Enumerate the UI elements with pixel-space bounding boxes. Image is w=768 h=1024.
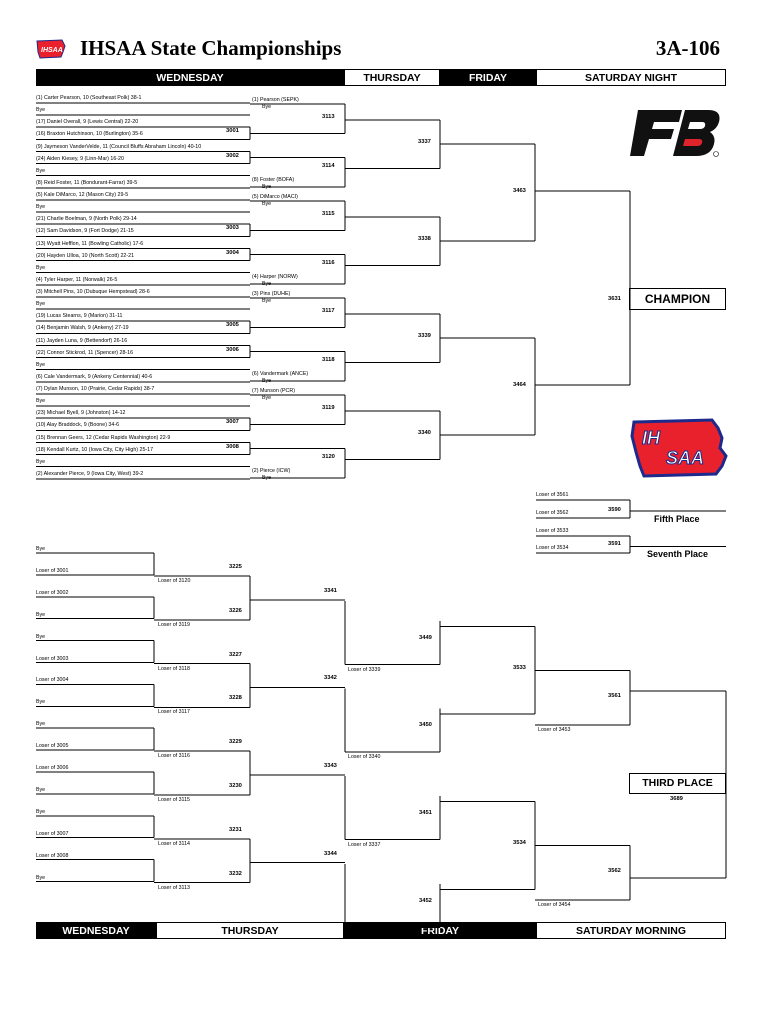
thursday-seed: (4) Harper (NORW): [252, 273, 298, 280]
match-3590: 3590: [608, 507, 621, 513]
entrant-line: (2) Alexander Pierce, 9 (Iowa City, West) 39-2: [36, 470, 144, 477]
page-title: IHSAA State Championships: [80, 36, 342, 60]
thursday-match-number: 3116: [322, 259, 335, 266]
thursday-bye: Bye: [262, 280, 272, 287]
entrant-line: (7) Dylan Munson, 10 (Prairie, Cedar Rapids) 38-7: [36, 386, 155, 392]
match-number: 3002: [226, 152, 239, 159]
consolation-r5-match: 3561: [608, 692, 621, 699]
consolation-loser-label: Loser of 3339: [348, 666, 381, 673]
bracket-code: 3A-106: [655, 36, 720, 60]
consolation-entry: Bye: [36, 874, 46, 881]
entrant-line: (22) Connor Stickrod, 11 (Spencer) 28-16: [36, 349, 134, 356]
entrant-line: (24) Aiden Kiesey, 9 (Linn-Mar) 16-20: [36, 155, 124, 162]
footer-day-thursday: THURSDAY: [156, 922, 344, 939]
match-number: 3004: [226, 249, 239, 256]
thursday-seed: (5) DiMarco (MACI): [252, 194, 298, 200]
thursday-bye: Bye: [262, 104, 272, 110]
entrant-line: Bye: [36, 301, 46, 308]
thursday-match-number: 3115: [322, 211, 335, 217]
consolation-entry: Loser of 3004: [36, 677, 69, 684]
consolation-loser-label: Loser of 3114: [158, 840, 191, 847]
match-number: 3006: [226, 346, 239, 353]
consolation-r3-match: 3449: [419, 634, 432, 641]
entrant-line: (20) Hayden Ulloa, 10 (North Scott) 22-21: [36, 252, 135, 259]
day-header-saturday-night: SATURDAY NIGHT: [536, 69, 726, 86]
quarterfinal-match-number: 3340: [418, 430, 431, 437]
match-number: 3003: [226, 225, 239, 232]
entrant-line: (9) Jaymeson VanderVelde, 11 (Council Bluffs Abraham Lincoln) 40-10: [36, 143, 202, 150]
day-header-thursday: THURSDAY: [344, 69, 440, 86]
third-place-box: THIRD PLACE: [629, 773, 726, 794]
consolation-entry: Bye: [36, 786, 46, 793]
consolation-loser-label: Loser of 3340: [348, 754, 381, 761]
consolation-loser-label: Loser of 3115: [158, 796, 191, 803]
consolation-r3-match: 3451: [419, 809, 432, 816]
svg-text:SAA: SAA: [666, 448, 705, 468]
entrant-line: (6) Cale Vandermark, 9 (Ankeny Centennial) 40-6: [36, 373, 153, 380]
consolation-loser-label: Loser of 3120: [158, 577, 191, 584]
quarterfinal-match-number: 3339: [418, 333, 431, 340]
loser-3561-label: Loser of 3561: [536, 492, 569, 498]
thursday-match-number: 3114: [322, 162, 335, 169]
consolation-match-number: 3232: [229, 870, 242, 877]
thursday-bye: Bye: [262, 201, 272, 207]
entrant-line: Bye: [36, 107, 46, 114]
match-number: 3008: [226, 443, 239, 450]
consolation-entry: Bye: [36, 699, 46, 706]
footer-day-friday: FRIDAY: [344, 922, 536, 939]
semifinal-match-number: 3464: [513, 381, 526, 388]
entrant-line: (10) Alay Braddock, 9 (Boone) 34-6: [36, 422, 120, 429]
third-place-match: 3689: [670, 796, 683, 802]
match-number: 3001: [226, 128, 239, 135]
entrant-line: Bye: [36, 361, 46, 368]
fifth-place-label: Fifth Place: [654, 514, 700, 524]
svg-text:IH: IH: [642, 428, 660, 448]
entrant-line: (12) Sam Davidson, 9 (Fort Dodge) 21-15: [36, 228, 134, 235]
footer-day-saturday-morning: SATURDAY MORNING: [536, 922, 726, 939]
entrant-line: Bye: [36, 264, 46, 271]
consolation-entry: Bye: [36, 546, 46, 552]
consolation-match-number: 3231: [229, 826, 242, 833]
loser-3533-label: Loser of 3533: [536, 528, 569, 534]
consolation-loser-label: Loser of 3453: [538, 727, 571, 733]
thursday-bye: Bye: [262, 377, 272, 384]
seventh-place-label: Seventh Place: [647, 549, 709, 559]
consolation-r4-match: 3533: [513, 665, 526, 672]
entrant-line: (23) Michael Byell, 9 (Johnston) 14-12: [36, 410, 126, 417]
consolation-loser-label: Loser of 3119: [158, 621, 191, 628]
thursday-bye: Bye: [262, 474, 272, 481]
entrant-line: (15) Brennan Geers, 12 (Cedar Rapids Washington) 22-9: [36, 434, 171, 441]
consolation-entry: Bye: [36, 611, 46, 618]
thursday-match-number: 3113: [322, 114, 335, 120]
consolation-r2-match: 3344: [324, 850, 337, 857]
thursday-seed: (6) Vandermark (ANCE): [252, 370, 309, 377]
consolation-match-number: 3226: [229, 607, 242, 614]
thursday-seed: (7) Munson (PCR): [252, 388, 295, 394]
thursday-match-number: 3118: [322, 356, 335, 363]
entrant-line: Bye: [36, 167, 46, 174]
consolation-loser-label: Loser of 3338: [348, 929, 381, 936]
consolation-r2-match: 3341: [324, 587, 337, 594]
thursday-match-number: 3120: [322, 453, 335, 460]
consolation-match-number: 3229: [229, 739, 242, 746]
consolation-match-number: 3230: [229, 782, 242, 789]
entrant-line: (1) Carter Pearson, 10 (Southeast Polk) 38-1: [36, 95, 142, 101]
day-header-wednesday: WEDNESDAY: [36, 69, 344, 86]
thursday-bye: Bye: [262, 298, 272, 304]
thursday-seed: (1) Pearson (SEPK): [252, 97, 299, 103]
consolation-r3-match: 3452: [419, 897, 432, 904]
quarterfinal-match-number: 3338: [418, 236, 431, 243]
champion-box: CHAMPION: [629, 288, 726, 310]
consolation-loser-label: Loser of 3118: [158, 665, 191, 672]
consolation-r4-match: 3534: [513, 840, 526, 847]
semifinal-match-number: 3463: [513, 187, 526, 194]
consolation-entry: Bye: [36, 633, 46, 640]
consolation-loser-label: Loser of 3454: [538, 902, 571, 909]
entrant-line: (3) Mitchell Pins, 10 (Dubuque Hempstead) 28-6: [36, 289, 150, 295]
thursday-bye: Bye: [262, 395, 272, 401]
entrant-line: (8) Reid Foster, 11 (Bondurant-Farrar) 39-5: [36, 179, 138, 186]
consolation-r5-match: 3562: [608, 867, 621, 874]
match-number: 3005: [226, 322, 239, 329]
match-number: 3007: [226, 419, 239, 426]
entrant-line: (11) Jayden Luna, 9 (Bettendorf) 26-16: [36, 337, 128, 344]
thursday-match-number: 3117: [322, 308, 335, 314]
entrant-line: Bye: [36, 398, 46, 405]
quarterfinal-match-number: 3337: [418, 139, 431, 146]
consolation-match-number: 3228: [229, 695, 242, 702]
thursday-seed: (8) Foster (BOFA): [252, 176, 295, 183]
day-header-friday: FRIDAY: [440, 69, 536, 86]
entrant-line: (13) Wyatt Hefflon, 11 (Bowling Catholic) 17-6: [36, 240, 144, 247]
entrant-line: Bye: [36, 204, 46, 211]
consolation-match-number: 3227: [229, 651, 242, 658]
entrant-line: (19) Lucas Stearns, 9 (Marion) 31-11: [36, 313, 123, 320]
consolation-match-number: 3225: [229, 563, 242, 570]
entrant-line: (21) Charlie Boelman, 9 (North Polk) 29-14: [36, 216, 137, 223]
thursday-seed: (2) Pierce (ICW): [252, 467, 291, 474]
consolation-entry: Bye: [36, 721, 46, 728]
consolation-loser-label: Loser of 3117: [158, 709, 191, 716]
loser-3534-label: Loser of 3534: [536, 545, 569, 551]
entrant-line: (18) Kendall Kurtz, 10 (Iowa City, City High) 25-17: [36, 446, 154, 453]
consolation-entry: Loser of 3003: [36, 655, 69, 662]
entrant-line: (16) Braxton Hutchinson, 10 (Burlington) 35-6: [36, 131, 143, 138]
consolation-loser-label: Loser of 3337: [348, 841, 381, 848]
consolation-entry: Bye: [36, 808, 46, 815]
entrant-line: (5) Kale DiMarco, 12 (Mason City) 29-5: [36, 192, 129, 198]
consolation-entry: Loser of 3006: [36, 765, 69, 771]
thursday-bye: Bye: [262, 183, 272, 190]
final-match-number: 3631: [608, 296, 621, 302]
thursday-match-number: 3119: [322, 405, 335, 411]
footer-day-wednesday: WEDNESDAY: [36, 922, 156, 939]
match-3591: 3591: [608, 541, 621, 547]
consolation-entry: Loser of 3005: [36, 743, 69, 750]
entrant-line: (14) Benjamin Walsh, 9 (Ankeny) 27-19: [36, 325, 129, 332]
consolation-entry: Loser of 3002: [36, 589, 69, 596]
consolation-r2-match: 3343: [324, 763, 337, 770]
entrant-line: (17) Daniel Overall, 9 (Lewis Central) 22-20: [36, 119, 139, 126]
entrant-line: Bye: [36, 458, 46, 465]
consolation-entry: Loser of 3008: [36, 852, 69, 859]
consolation-loser-label: Loser of 3116: [158, 753, 191, 760]
consolation-loser-label: Loser of 3113: [158, 884, 191, 891]
consolation-r3-match: 3450: [419, 722, 432, 729]
consolation-r2-match: 3342: [324, 675, 337, 682]
consolation-entry: Loser of 3007: [36, 830, 69, 837]
entrant-line: (4) Tyler Harper, 11 (Norwalk) 26-5: [36, 276, 118, 283]
thursday-seed: (3) Pins (DUHE): [252, 291, 291, 297]
svg-text:IHSAA: IHSAA: [41, 47, 63, 54]
consolation-entry: Loser of 3001: [36, 567, 69, 574]
loser-3562-label: Loser of 3562: [536, 510, 569, 516]
